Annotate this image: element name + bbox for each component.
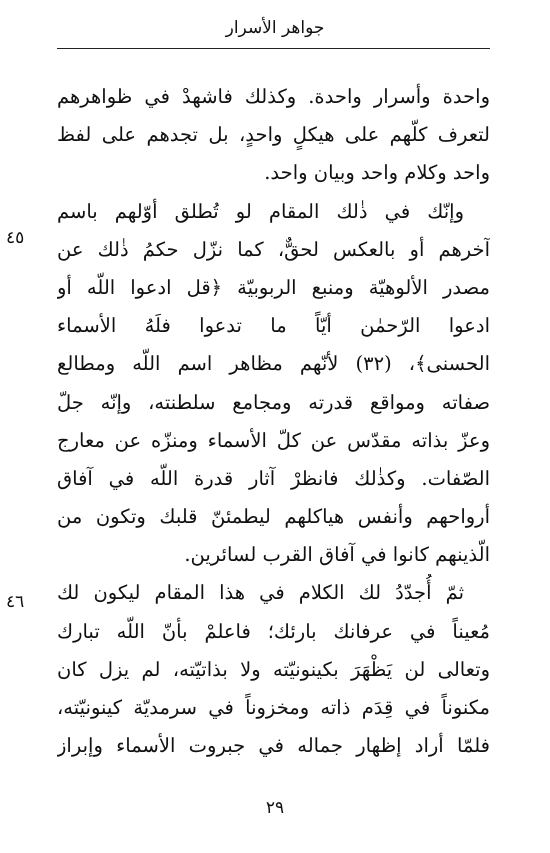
text-line: لتعرف كلّهم على هيكلٍ واحدٍ، بل تجدهم على لفظ [57, 123, 490, 147]
text-line: واحد وكلام واحد وبيان واحد. [264, 161, 490, 185]
text-line: الصّفات. وكذٰلك فانظرْ آثار قدرة اللّه في آفاق [57, 466, 490, 490]
text-line: مصدر الألوهيّة ومنبع الربوبيّة ﴿قل ادعوا اللّه أو [57, 275, 490, 299]
text-line: وإنّك في ذٰلك المقام لو تُطلق أوّلهم باسم [57, 199, 464, 223]
text-line: وعزّ بذاته مقدّس عن كلّ الأسماء ومنزّه عن معارج [57, 428, 490, 452]
page-number: ٢٩ [265, 798, 285, 818]
text-line: الّذينهم كانوا في آفاق القرب لسائرين. [184, 543, 490, 567]
paragraph-number-46: ٤٦ [6, 592, 25, 612]
text-line: واحدة وأسرار واحدة. وكذلك فاشهدْ في ظواهرهم [57, 85, 490, 108]
running-header: جواهر الأسرار [225, 18, 325, 38]
header-divider [57, 48, 490, 49]
text-line: الحسنى﴾، (٣٢) لأنّهم مظاهر اسم اللّه ومطالع [57, 352, 490, 376]
text-line: فلمّا أراد إظهار جماله في جبروت الأسماء وإبراز [57, 734, 490, 758]
text-line: ادعوا الرّحمٰن أيّاً ما تدعوا فلَهُ الأسماء [57, 314, 490, 338]
text-line: وتعالى لن يَظْهَرَ بكينونيّته ولا بذاتيّته، لم يزل كان [57, 657, 490, 681]
body-text [57, 78, 490, 765]
text-line: أرواحهم وأنفس هياكلهم ليطمئنّ قلبك وتكون من [57, 505, 490, 529]
text-line: آخرهم أو بالعكس لحقٌّ، كما نزّل حكمُ ذٰلك عن [57, 237, 490, 261]
paragraph-number-45: ٤٥ [6, 228, 25, 248]
text-line: مُعيناً في عرفانك بارئك؛ فاعلمْ بأنّ اللّه تبارك [57, 619, 490, 643]
text-line: مكنوناً في قِدَم ذاته ومخزوناً في سرمديّة كينونيّته، [57, 696, 490, 719]
text-line: صفاته ومواقع قدرته ومجامع سلطنته، وإنّه جلّ [57, 390, 490, 414]
text-line: ثمّ أُجدّدُ لك الكلام في هذا المقام ليكون لك [57, 581, 464, 605]
